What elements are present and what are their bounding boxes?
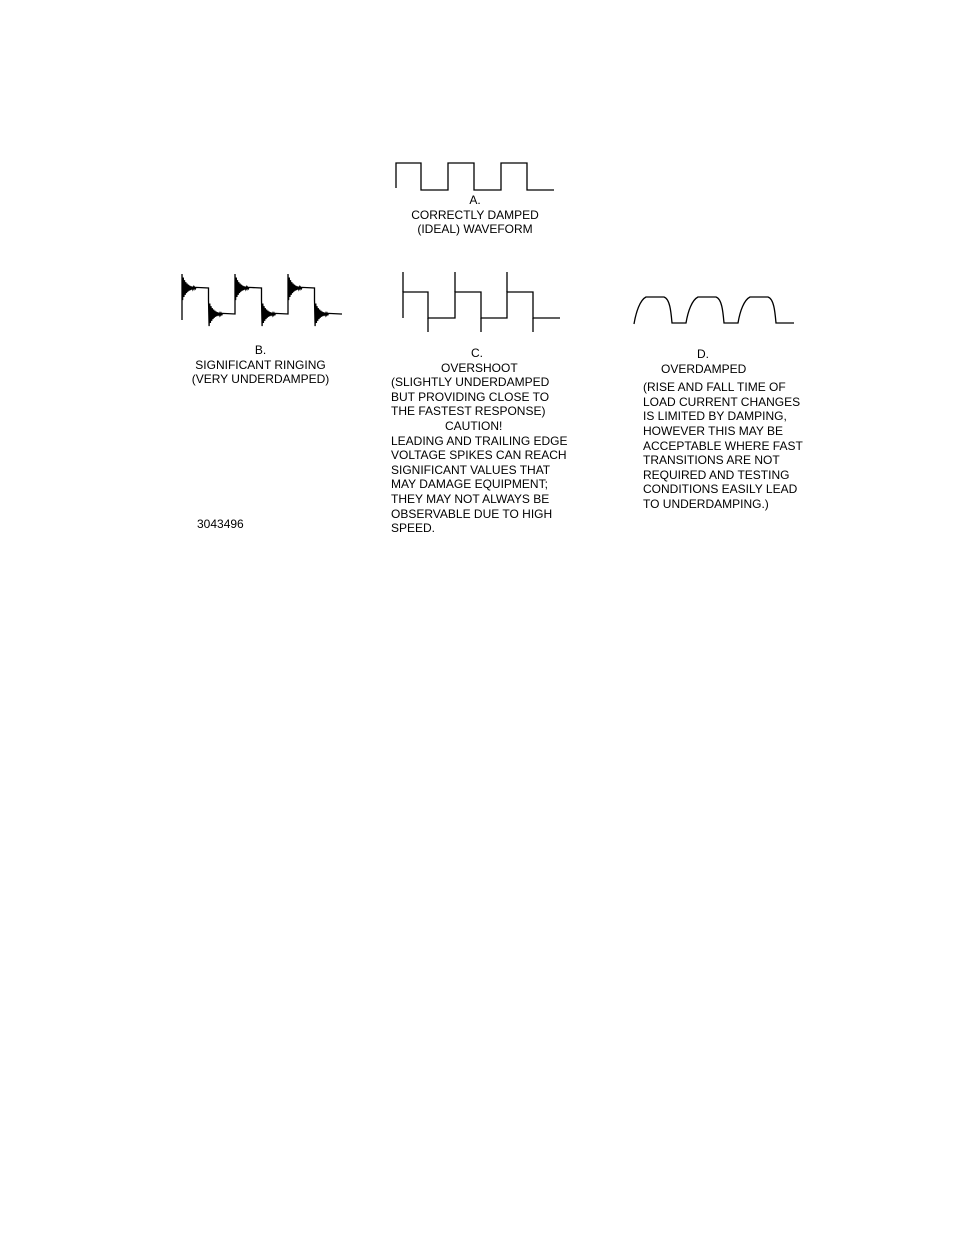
figure-number: 3043496 xyxy=(197,517,244,531)
panel-c-caution-line-2: VOLTAGE SPIKES CAN REACH xyxy=(391,448,567,463)
panel-d-letter: D. xyxy=(697,347,709,361)
panel-c-desc-line-2: BUT PROVIDING CLOSE TO xyxy=(391,389,550,404)
panel-c-desc-line-3: THE FASTEST RESPONSE) xyxy=(391,404,546,419)
panel-d-desc-line-2: LOAD CURRENT CHANGES xyxy=(643,394,801,409)
panel-b-title-line-2: (VERY UNDERDAMPED) xyxy=(191,372,330,387)
ideal-square-waveform xyxy=(390,158,560,194)
overshoot-waveform xyxy=(396,266,566,336)
panel-b-caption xyxy=(158,343,363,387)
panel-d-desc-line-3: IS LIMITED BY DAMPING, xyxy=(643,409,787,424)
panel-c-title: OVERSHOOT xyxy=(441,360,518,375)
panel-d-desc-line-7: REQUIRED AND TESTING xyxy=(643,467,790,482)
panel-b-title-line-1: SIGNIFICANT RINGING xyxy=(195,357,326,372)
panel-a-letter: A. xyxy=(469,193,481,207)
panel-c-caution: CAUTION! xyxy=(445,418,503,433)
panel-c-desc-line-1: (SLIGHTLY UNDERDAMPED xyxy=(391,375,550,390)
panel-c-caution-line-3: SIGNIFICANT VALUES THAT xyxy=(391,462,551,477)
panel-d-desc-line-6: TRANSITIONS ARE NOT xyxy=(643,453,780,468)
panel-a-title-line-2: (IDEAL) WAVEFORM xyxy=(417,222,533,237)
panel-d-desc-line-1: (RISE AND FALL TIME OF xyxy=(643,380,786,395)
panel-d-desc-line-4: HOWEVER THIS MAY BE xyxy=(643,423,784,438)
panel-b-letter: B. xyxy=(254,343,267,357)
panel-d-desc-line-5: ACCEPTABLE WHERE FAST xyxy=(643,438,803,453)
panel-d-title: OVERDAMPED xyxy=(661,361,747,376)
ringing-waveform xyxy=(176,268,348,340)
overdamped-waveform xyxy=(630,290,800,330)
panel-a-title-line-1: CORRECTLY DAMPED xyxy=(411,207,539,222)
panel-c-caution-line-5: THEY MAY NOT ALWAYS BE xyxy=(391,491,550,506)
panel-c-letter: C. xyxy=(471,346,483,360)
panel-a-caption xyxy=(370,193,580,237)
panel-d-desc-line-9: TO UNDERDAMPING.) xyxy=(643,496,769,511)
panel-d-desc-line-8: CONDITIONS EASILY LEAD xyxy=(643,482,798,497)
panel-c-caution-line-7: SPEED. xyxy=(391,521,436,536)
panel-c-caution-line-4: MAY DAMAGE EQUIPMENT; xyxy=(391,477,548,492)
panel-d-caption xyxy=(643,347,843,512)
panel-c-caution-line-1: LEADING AND TRAILING EDGE xyxy=(391,433,568,448)
panel-c-caution-line-6: OBSERVABLE DUE TO HIGH xyxy=(391,506,553,521)
panel-c-caption xyxy=(391,346,591,536)
